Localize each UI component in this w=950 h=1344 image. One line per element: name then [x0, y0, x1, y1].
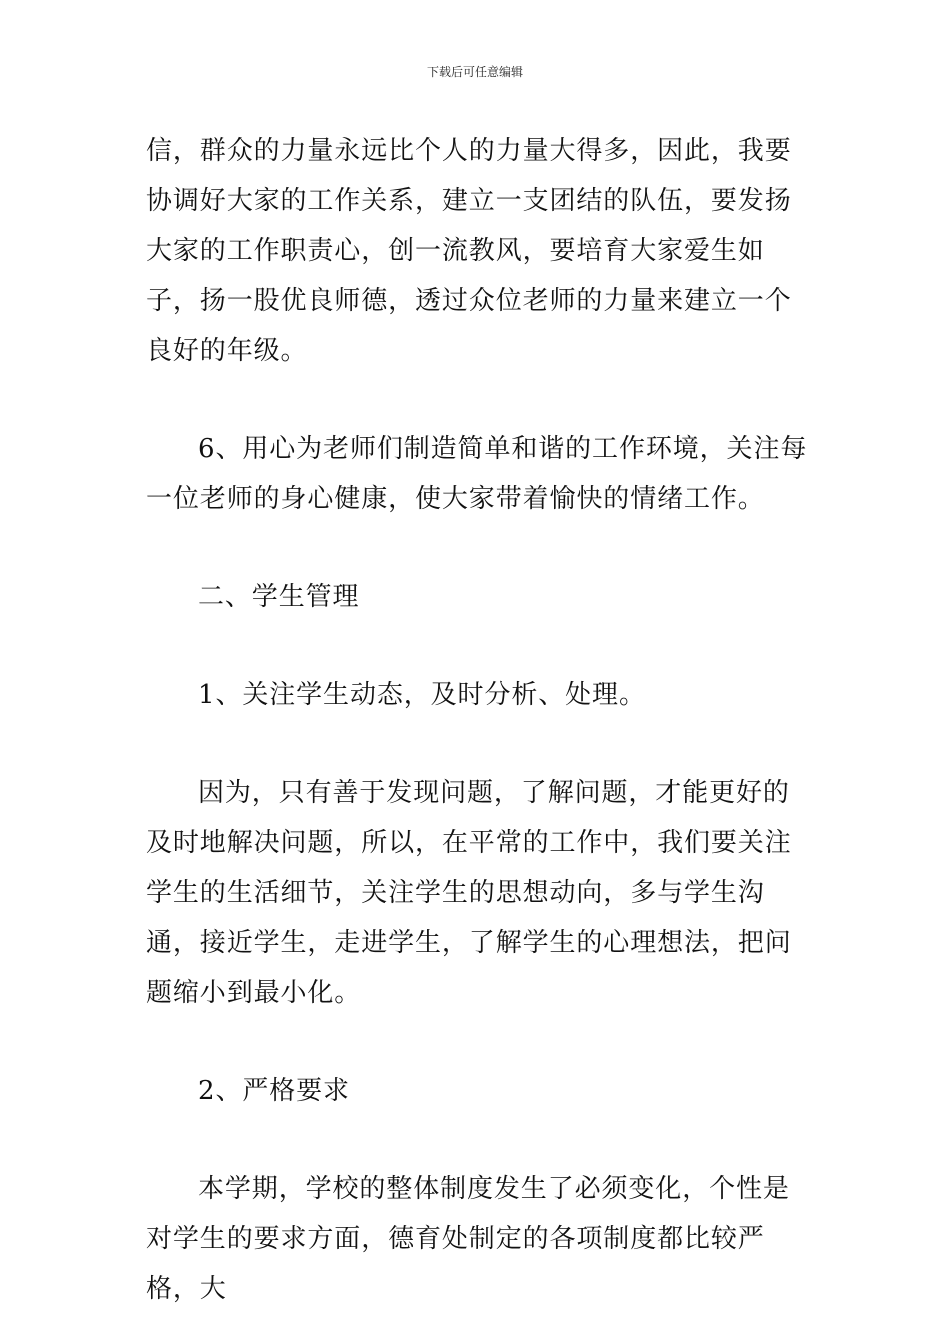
paragraph-gap — [146, 524, 810, 572]
section-heading-student-management: 二、学生管理 — [198, 582, 360, 612]
paragraph-item-6: 6、用心为老师们制造简单和谐的工作环境，关注每一位老师的身心健康，使大家带着愉快的情绪工作。 — [146, 434, 808, 514]
paragraph-gap — [146, 1116, 810, 1164]
document-body — [146, 126, 810, 1314]
paragraph-gap — [146, 1018, 810, 1066]
paragraph-body-2: 本学期，学校的整体制度发生了必须变化，个性是对学生的要求方面，德育处制定的各项制度都比较严格，大 — [146, 1174, 790, 1304]
paragraph-body-1: 因为，只有善于发现问题，了解问题，才能更好的及时地解决问题，所以，在平常的工作中，我们要关注学生的生活细节，关注学生的思想动向，多与学生沟通，接近学生，走进学生，了解学生的心理想法，把问题缩小到最小化。 — [146, 778, 792, 1008]
paragraph-item-2: 2、严格要求 — [198, 1076, 350, 1106]
paragraph-gap — [146, 622, 810, 670]
paragraph-continuation: 信，群众的力量永远比个人的力量大得多，因此，我要协调好大家的工作关系，建立一支团结的队伍，要发扬大家的工作职责心，创一流教风，要培育大家爱生如子，扬一股优良师德，透过众位老师的力量来建立一个良好的年级。 — [146, 136, 792, 366]
paragraph-item-1: 1、关注学生动态，及时分析、处理。 — [198, 680, 646, 710]
page-header-note: 下载后可任意编辑 — [426, 65, 523, 79]
paragraph-gap — [146, 376, 810, 424]
paragraph-gap — [146, 720, 810, 768]
